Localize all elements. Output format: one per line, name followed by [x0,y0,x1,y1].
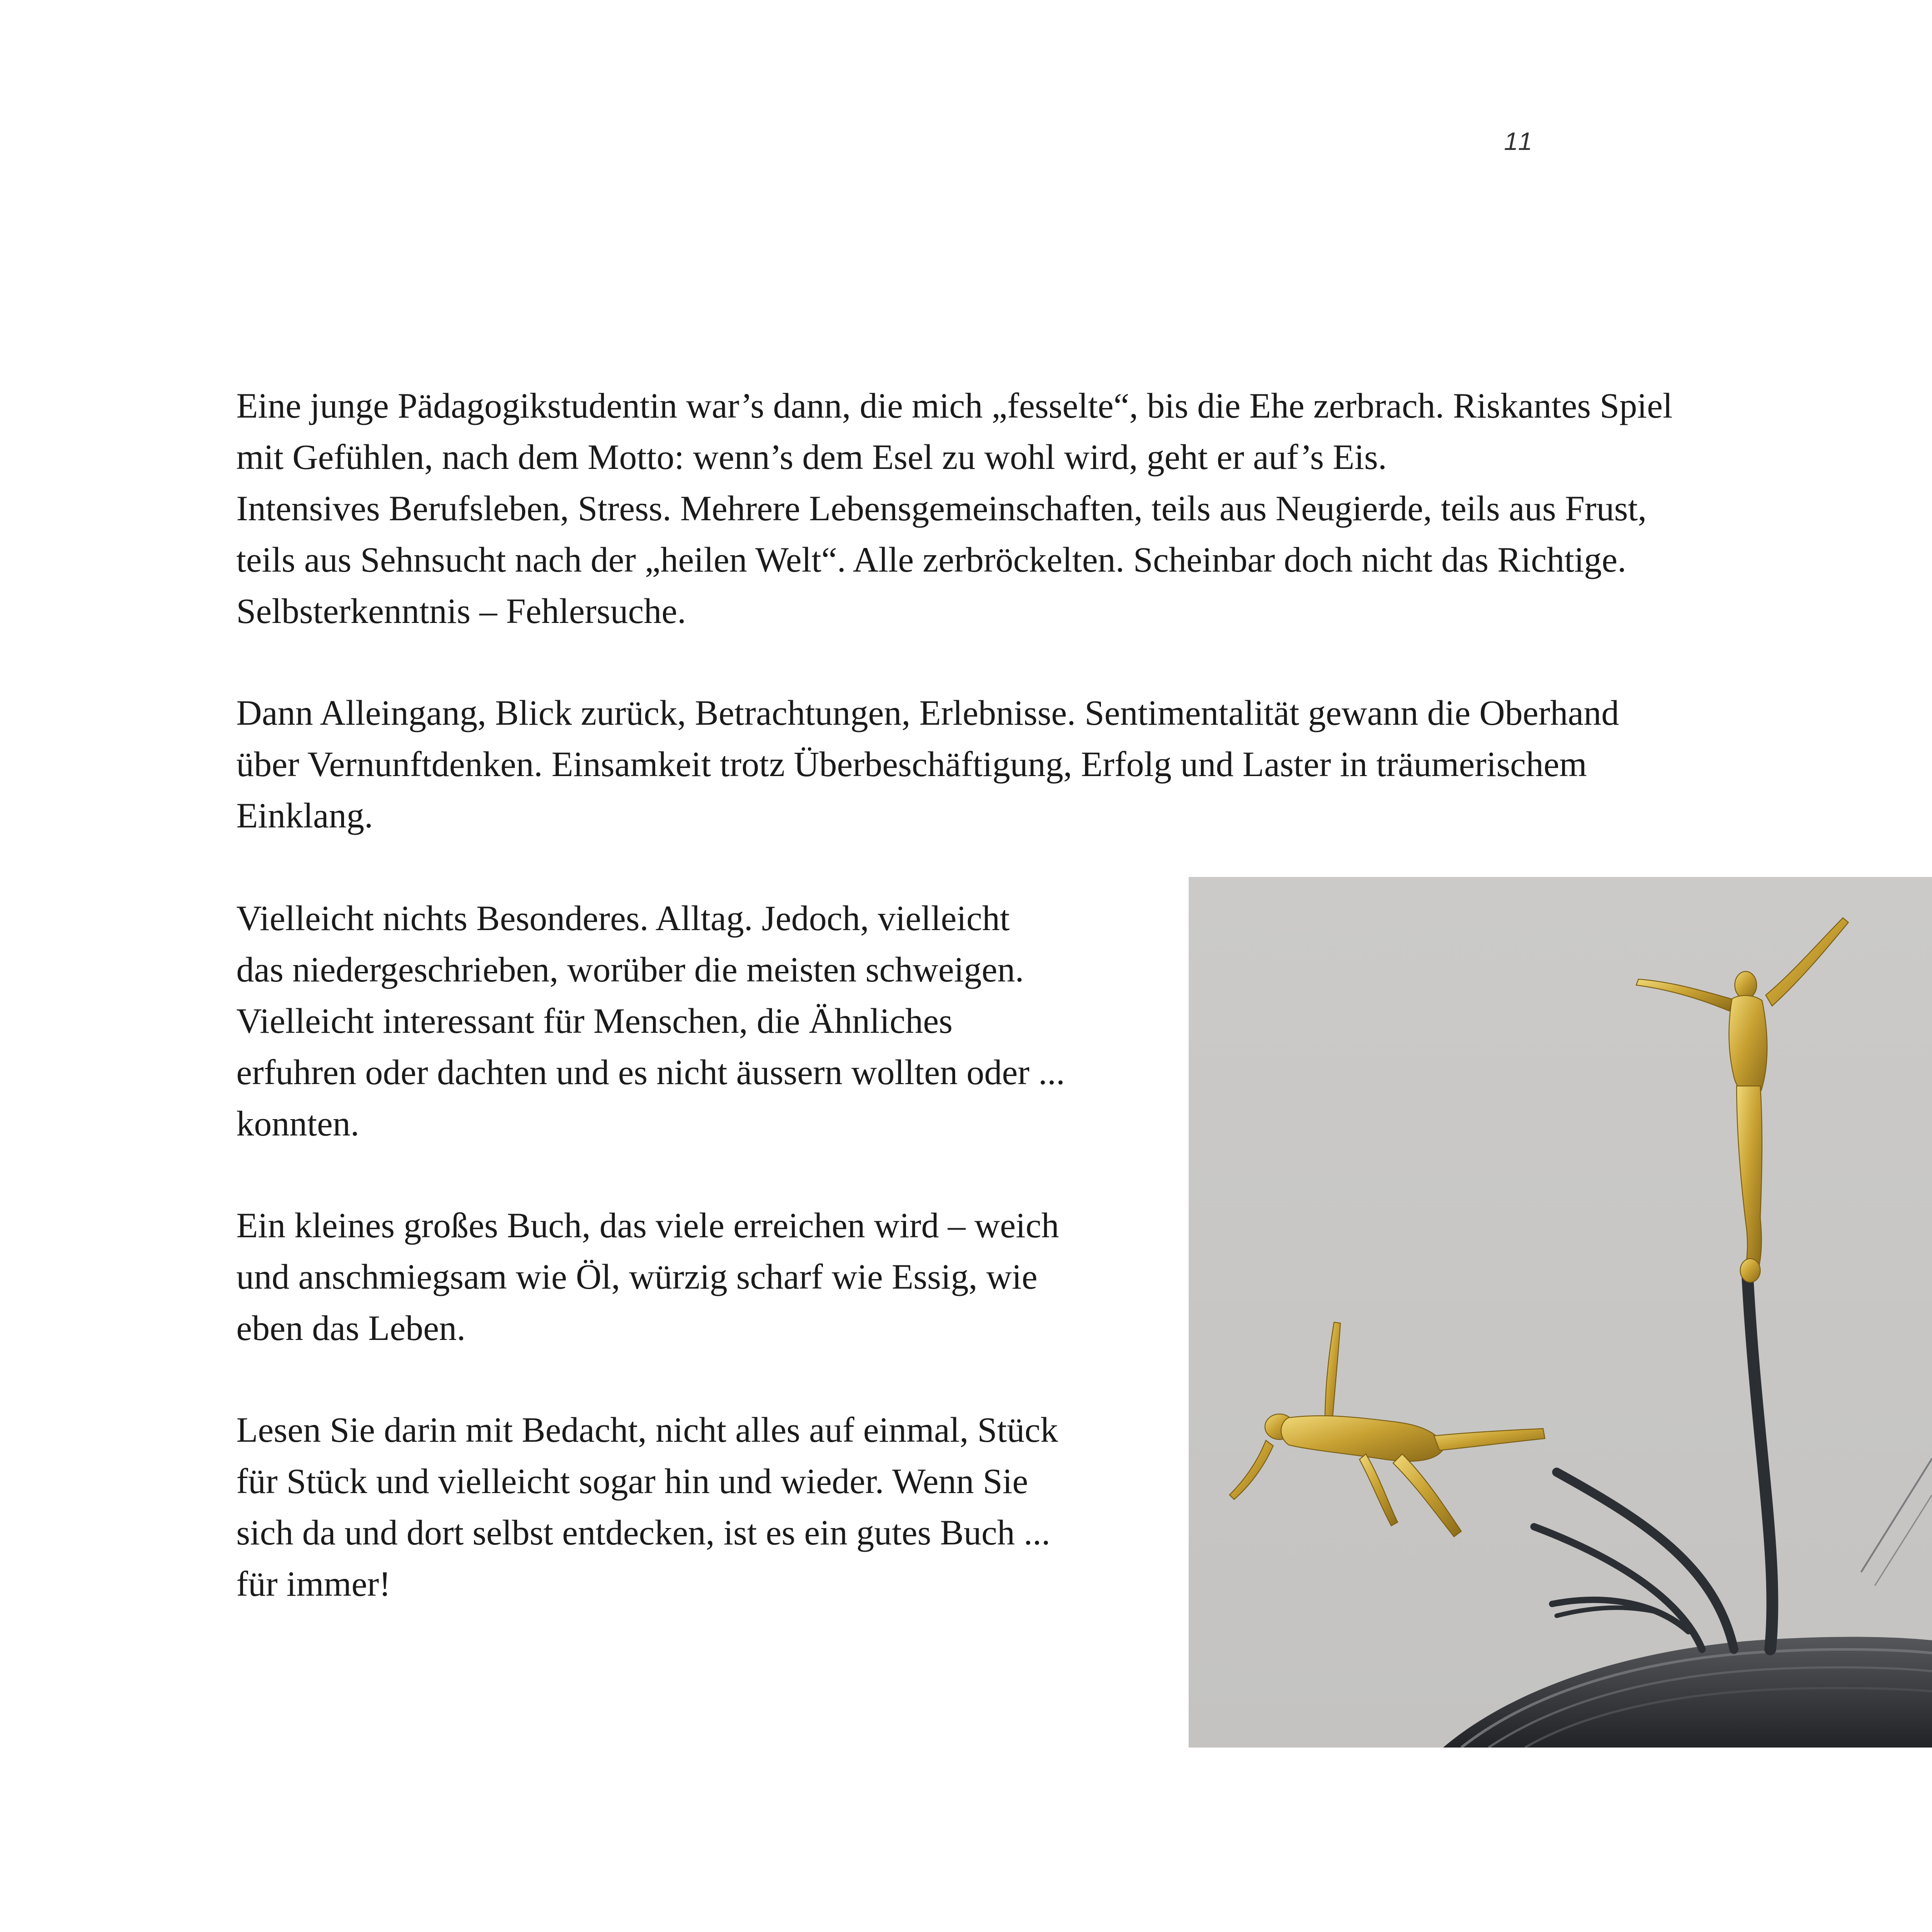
paragraph-4 [236,1200,1059,1354]
text-line: Vielleicht nichts Besonderes. Alltag. Jedoch, vielleicht [236,898,1010,938]
text-line: erfuhren oder dachten und es nicht äussern wollten oder ... [236,1052,1065,1092]
text-line: Ein kleines großes Buch, das viele erreichen wird – weich [236,1205,1059,1245]
text-line: sich da und dort selbst entdecken, ist es ein gutes Buch ... [236,1513,1051,1552]
sculpture-photo [1189,877,1932,1748]
text-line: das niedergeschrieben, worüber die meisten schweigen. [236,950,1024,989]
page-number: 11 [1504,127,1534,155]
text-line: für immer! [236,1564,391,1603]
text-line: mit Gefühlen, nach dem Motto: wenn’s dem Esel zu wohl wird, geht er auf’s Eis. [236,437,1387,477]
text-line: Intensives Berufsleben, Stress. Mehrere Lebensgemeinschaften, teils aus Neugierde, teils aus Frust, [236,488,1647,528]
text-line: Lesen Sie darin mit Bedacht, nicht alles auf einmal, Stück [236,1410,1058,1449]
text-line: und anschmiegsam wie Öl, würzig scharf wie Essig, wie [236,1257,1038,1296]
text-line: Eine junge Pädagogikstudentin war’s dann, die mich „fesselte“, bis die Ehe zerbrach. Riskantes Spiel [236,386,1673,425]
paragraph-1 [236,380,1673,637]
paragraph-2 [236,687,1619,841]
text-line: konnten. [236,1104,359,1143]
text-line: Selbsterkenntnis – Fehlersuche. [236,591,686,631]
paragraph-5 [236,1404,1058,1609]
text-line: für Stück und vielleicht sogar hin und wieder. Wenn Sie [236,1461,1028,1501]
text-line: Einklang. [236,796,373,835]
text-line: eben das Leben. [236,1308,466,1348]
text-line: Vielleicht interessant für Menschen, die Ähnliches [236,1001,953,1041]
text-line: Dann Alleingang, Blick zurück, Betrachtungen, Erlebnisse. Sentimentalität gewann die Oberhand [236,693,1619,732]
text-line: über Vernunftdenken. Einsamkeit trotz Überbeschäftigung, Erfolg und Laster in träumerischem [236,744,1587,784]
text-line: teils aus Sehnsucht nach der „heilen Welt“. Alle zerbröckelten. Scheinbar doch nicht das Richtige. [236,540,1627,579]
paragraph-3 [236,892,1065,1149]
